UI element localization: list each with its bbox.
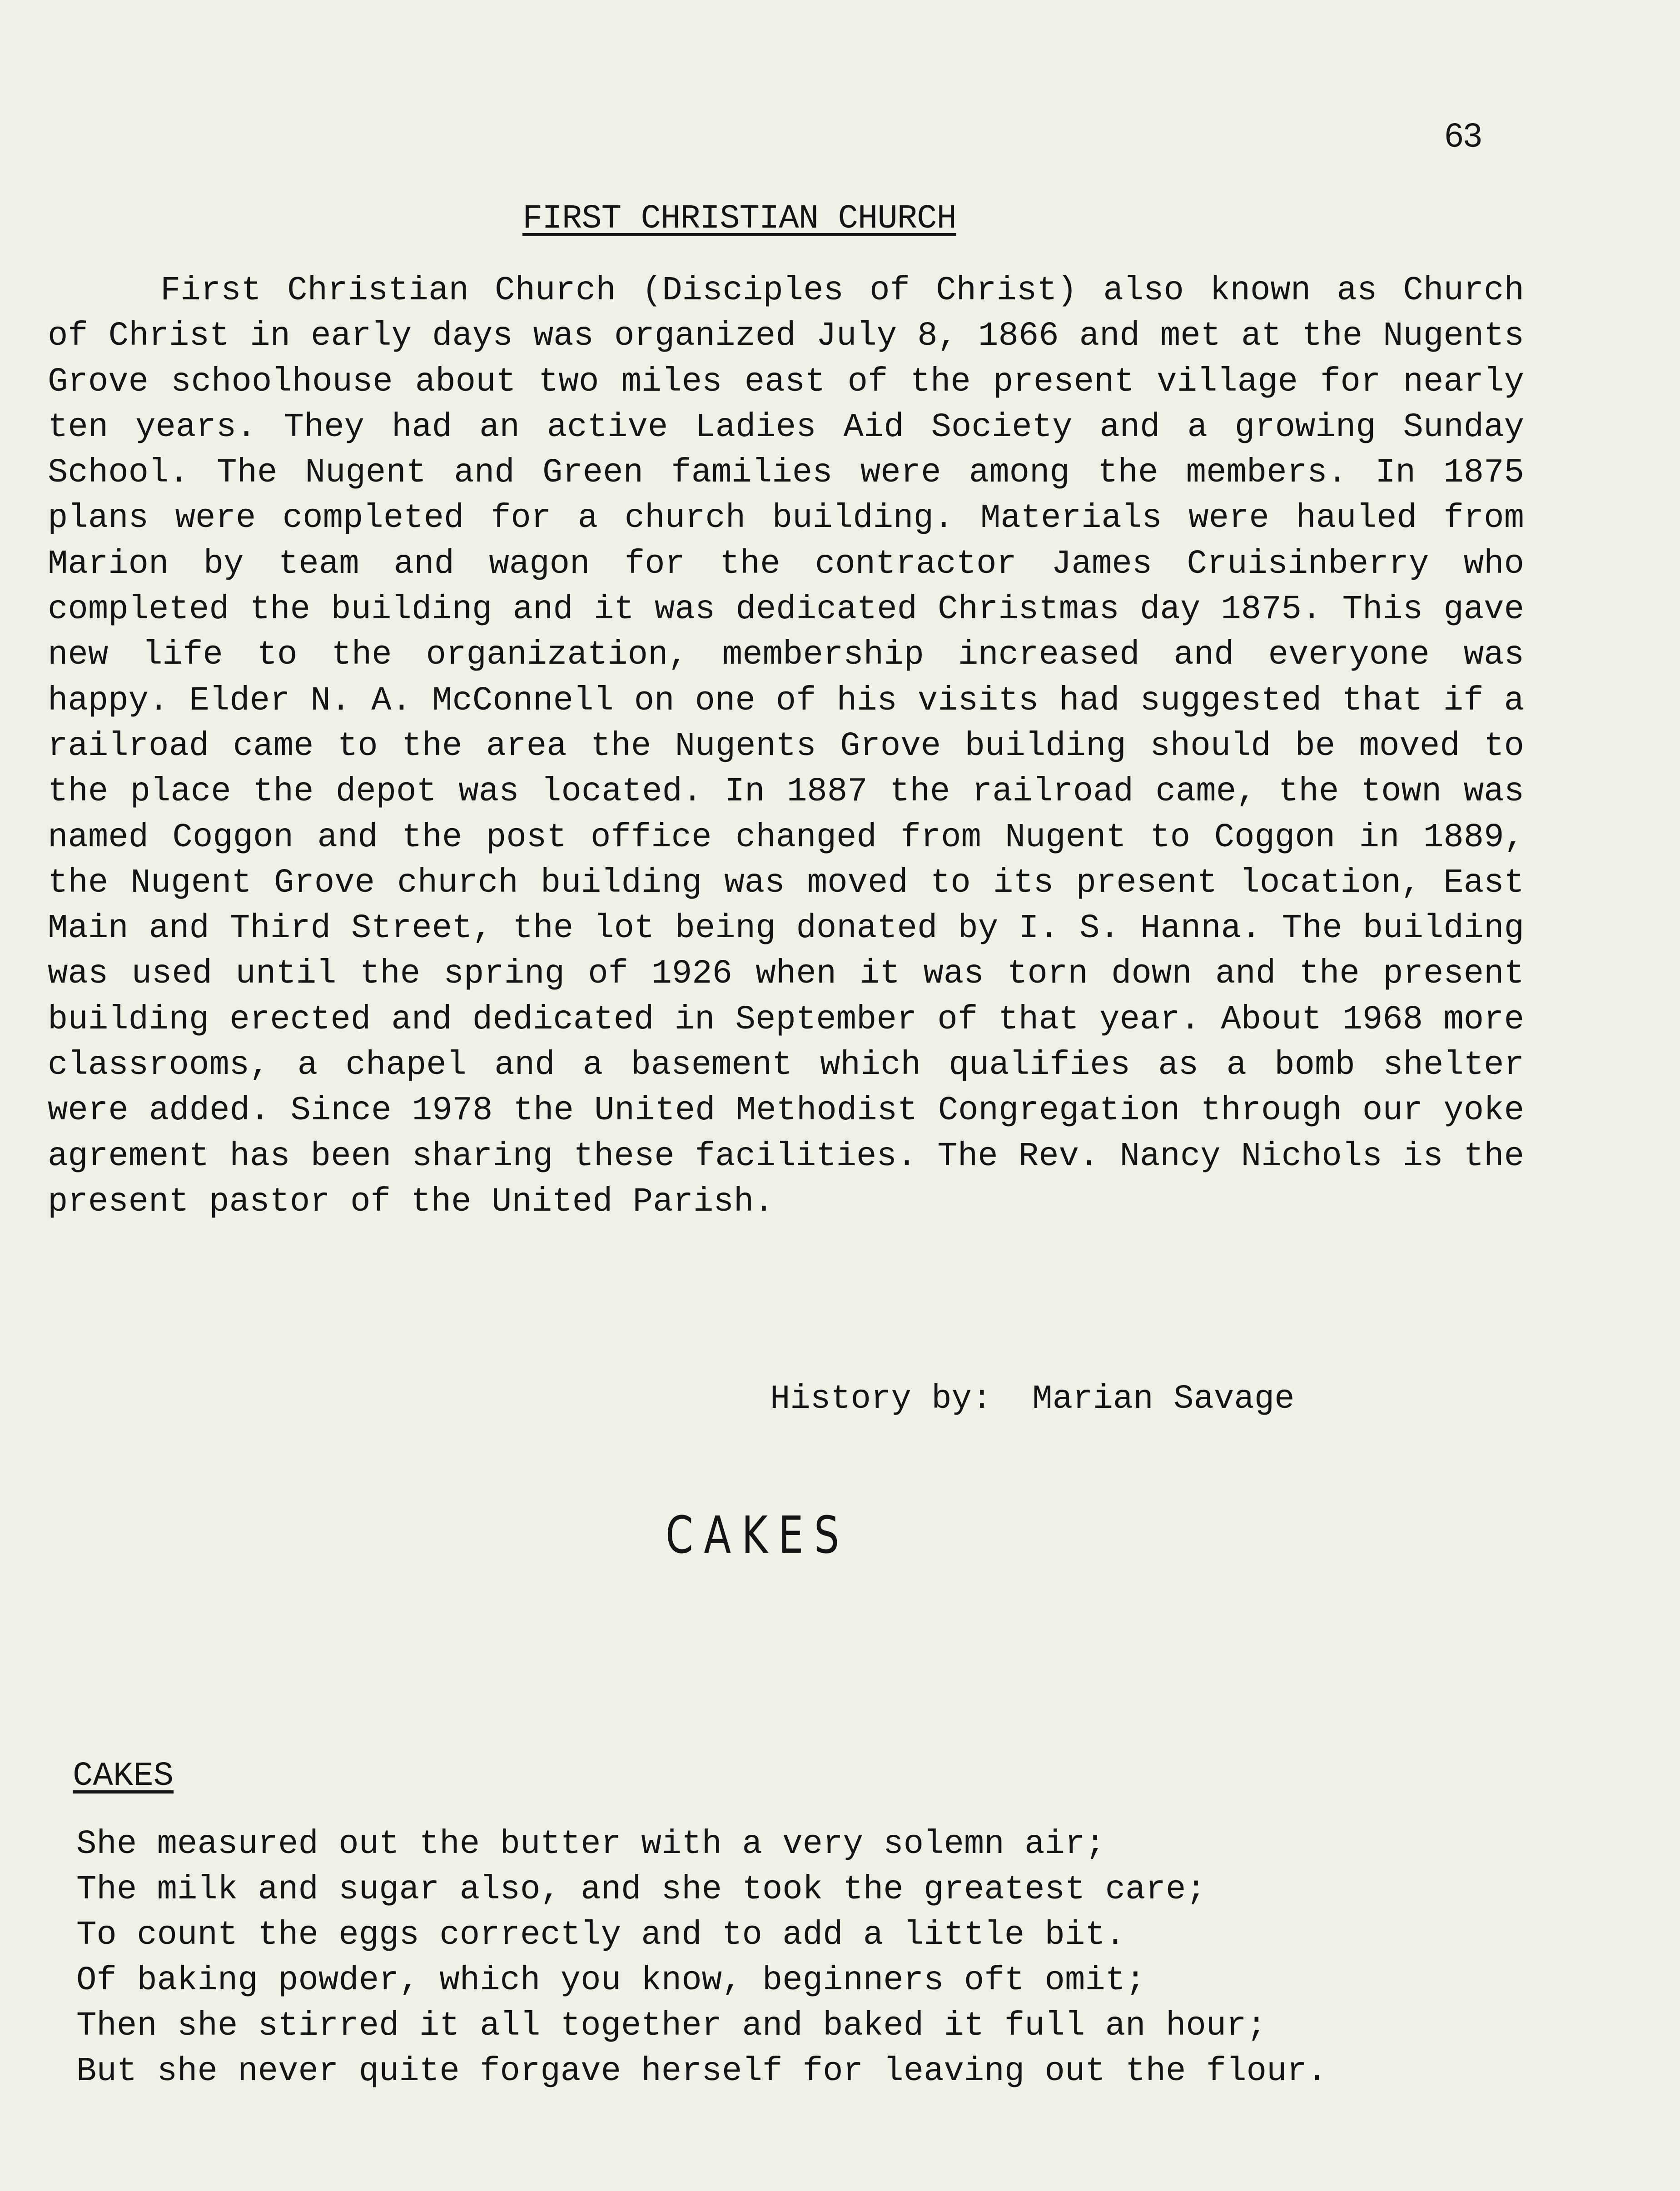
- poem-line: Then she stirred it all together and baked it full an hour;: [76, 2007, 1267, 2045]
- page-number: 63: [1445, 116, 1482, 154]
- poem-line: To count the eggs correctly and to add a little bit.: [76, 1916, 1126, 1954]
- poem-line: But she never quite forgave herself for leaving out the flour.: [76, 2052, 1327, 2091]
- poem-line: Of baking powder, which you know, beginners oft omit;: [76, 1962, 1146, 2000]
- poem-line: She measured out the butter with a very solemn air;: [76, 1825, 1105, 1863]
- history-paragraph: First Christian Church (Disciples of Christ) also known as Church of Christ in early days was organized July 8, 1866 and met at the Nugents Grove schoolhouse about two miles east of the present village for nearly ten years. They had an active Ladies Aid Society and a growing Sunday School. The Nugent and Green families were among the members. In 1875 plans were completed for a church building. Materials were hauled from Marion by team and wagon for the contractor James Cruisinberry who completed the building and it was dedicated Christmas day 1875. This gave new life to the organization, membership increased and everyone was happy. Elder N. A. McConnell on one of his visits had suggested that if a railroad came to the area the Nugents Grove building should be moved to the place the depot was located. In 1887 the railroad came, the town was named Coggon and the post office changed from Nugent to Coggon in 1889, the Nugent Grove church building was moved to its present location, East Main and Third Street, the lot being donated by I. S. Hanna. The building was used until the spring of 1926 when it was torn down and the present building erected and dedicated in September of that year. About 1968 more classrooms, a chapel and a basement which qualifies as a bomb shelter were added. Since 1978 the United Methodist Congregation through our yoke agrement has been sharing these facilities. The Rev. Nancy Nichols is the present pastor of the United Parish.: [48, 272, 1524, 1221]
- history-byline: History by: Marian Savage: [770, 1380, 1295, 1418]
- poem: [76, 1822, 1327, 2094]
- article-title: FIRST CHRISTIAN CHURCH: [522, 200, 956, 238]
- poem-line: The milk and sugar also, and she took the greatest care;: [76, 1871, 1206, 1909]
- section-heading: CAKES: [666, 1506, 850, 1565]
- poem-title: CAKES: [73, 1757, 174, 1795]
